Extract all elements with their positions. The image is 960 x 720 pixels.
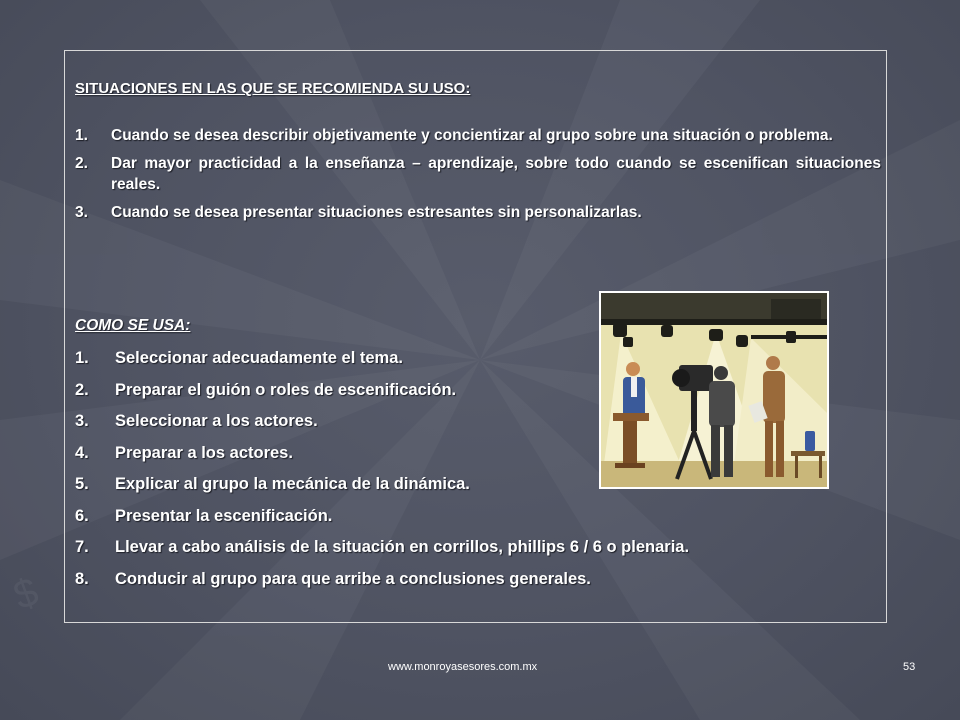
list-number: 2.	[75, 380, 89, 399]
tv-studio-illustration	[599, 291, 829, 489]
list-item	[75, 505, 795, 537]
list-text: Explicar al grupo la mecánica de la dinámica.	[115, 475, 470, 493]
list-number: 4.	[75, 443, 89, 462]
list-text: Cuando se desea describir objetivamente y concientizar al grupo sobre una situación o problema.	[111, 127, 833, 144]
situations-list	[75, 125, 881, 230]
list-text: Llevar a cabo análisis de la situación en corrillos, phillips 6 / 6 o plenaria.	[115, 538, 690, 556]
list-number: 5.	[75, 475, 89, 493]
list-text: Preparar el guión o roles de escenificación.	[115, 380, 457, 399]
list-text: Conducir al grupo para que arribe a conclusiones generales.	[115, 569, 591, 588]
list-text: Seleccionar adecuadamente el tema.	[115, 349, 403, 367]
situations-heading: SITUACIONES EN LAS QUE SE RECOMIENDA SU USO:	[75, 80, 471, 97]
page-number: 53	[903, 661, 916, 673]
howto-heading: COMO SE USA:	[75, 317, 191, 334]
list-item	[75, 568, 795, 600]
list-number: 3.	[75, 204, 88, 221]
list-number: 8.	[75, 569, 89, 588]
list-number: 6.	[75, 506, 89, 525]
list-number: 3.	[75, 412, 89, 430]
list-item	[75, 536, 795, 568]
list-item	[75, 153, 881, 195]
footer-url: www.monroyasesores.com.mx	[388, 661, 538, 673]
list-item	[75, 202, 881, 223]
list-number: 1.	[75, 127, 88, 144]
list-text: Preparar a los actores.	[115, 443, 293, 462]
list-number: 2.	[75, 155, 88, 172]
list-number: 7.	[75, 538, 89, 556]
list-text: Presentar la escenificación.	[115, 506, 333, 525]
tv-studio-clipart	[601, 293, 827, 487]
list-text: Seleccionar a los actores.	[115, 412, 318, 430]
list-text: Cuando se desea presentar situaciones estresantes sin personalizarlas.	[111, 204, 642, 221]
list-item	[75, 125, 881, 146]
list-number: 1.	[75, 349, 89, 367]
svg-text:$: $	[8, 569, 44, 619]
list-text: Dar mayor practicidad a la enseñanza – aprendizaje, sobre todo cuando se escenifican situaciones reales.	[111, 155, 881, 193]
